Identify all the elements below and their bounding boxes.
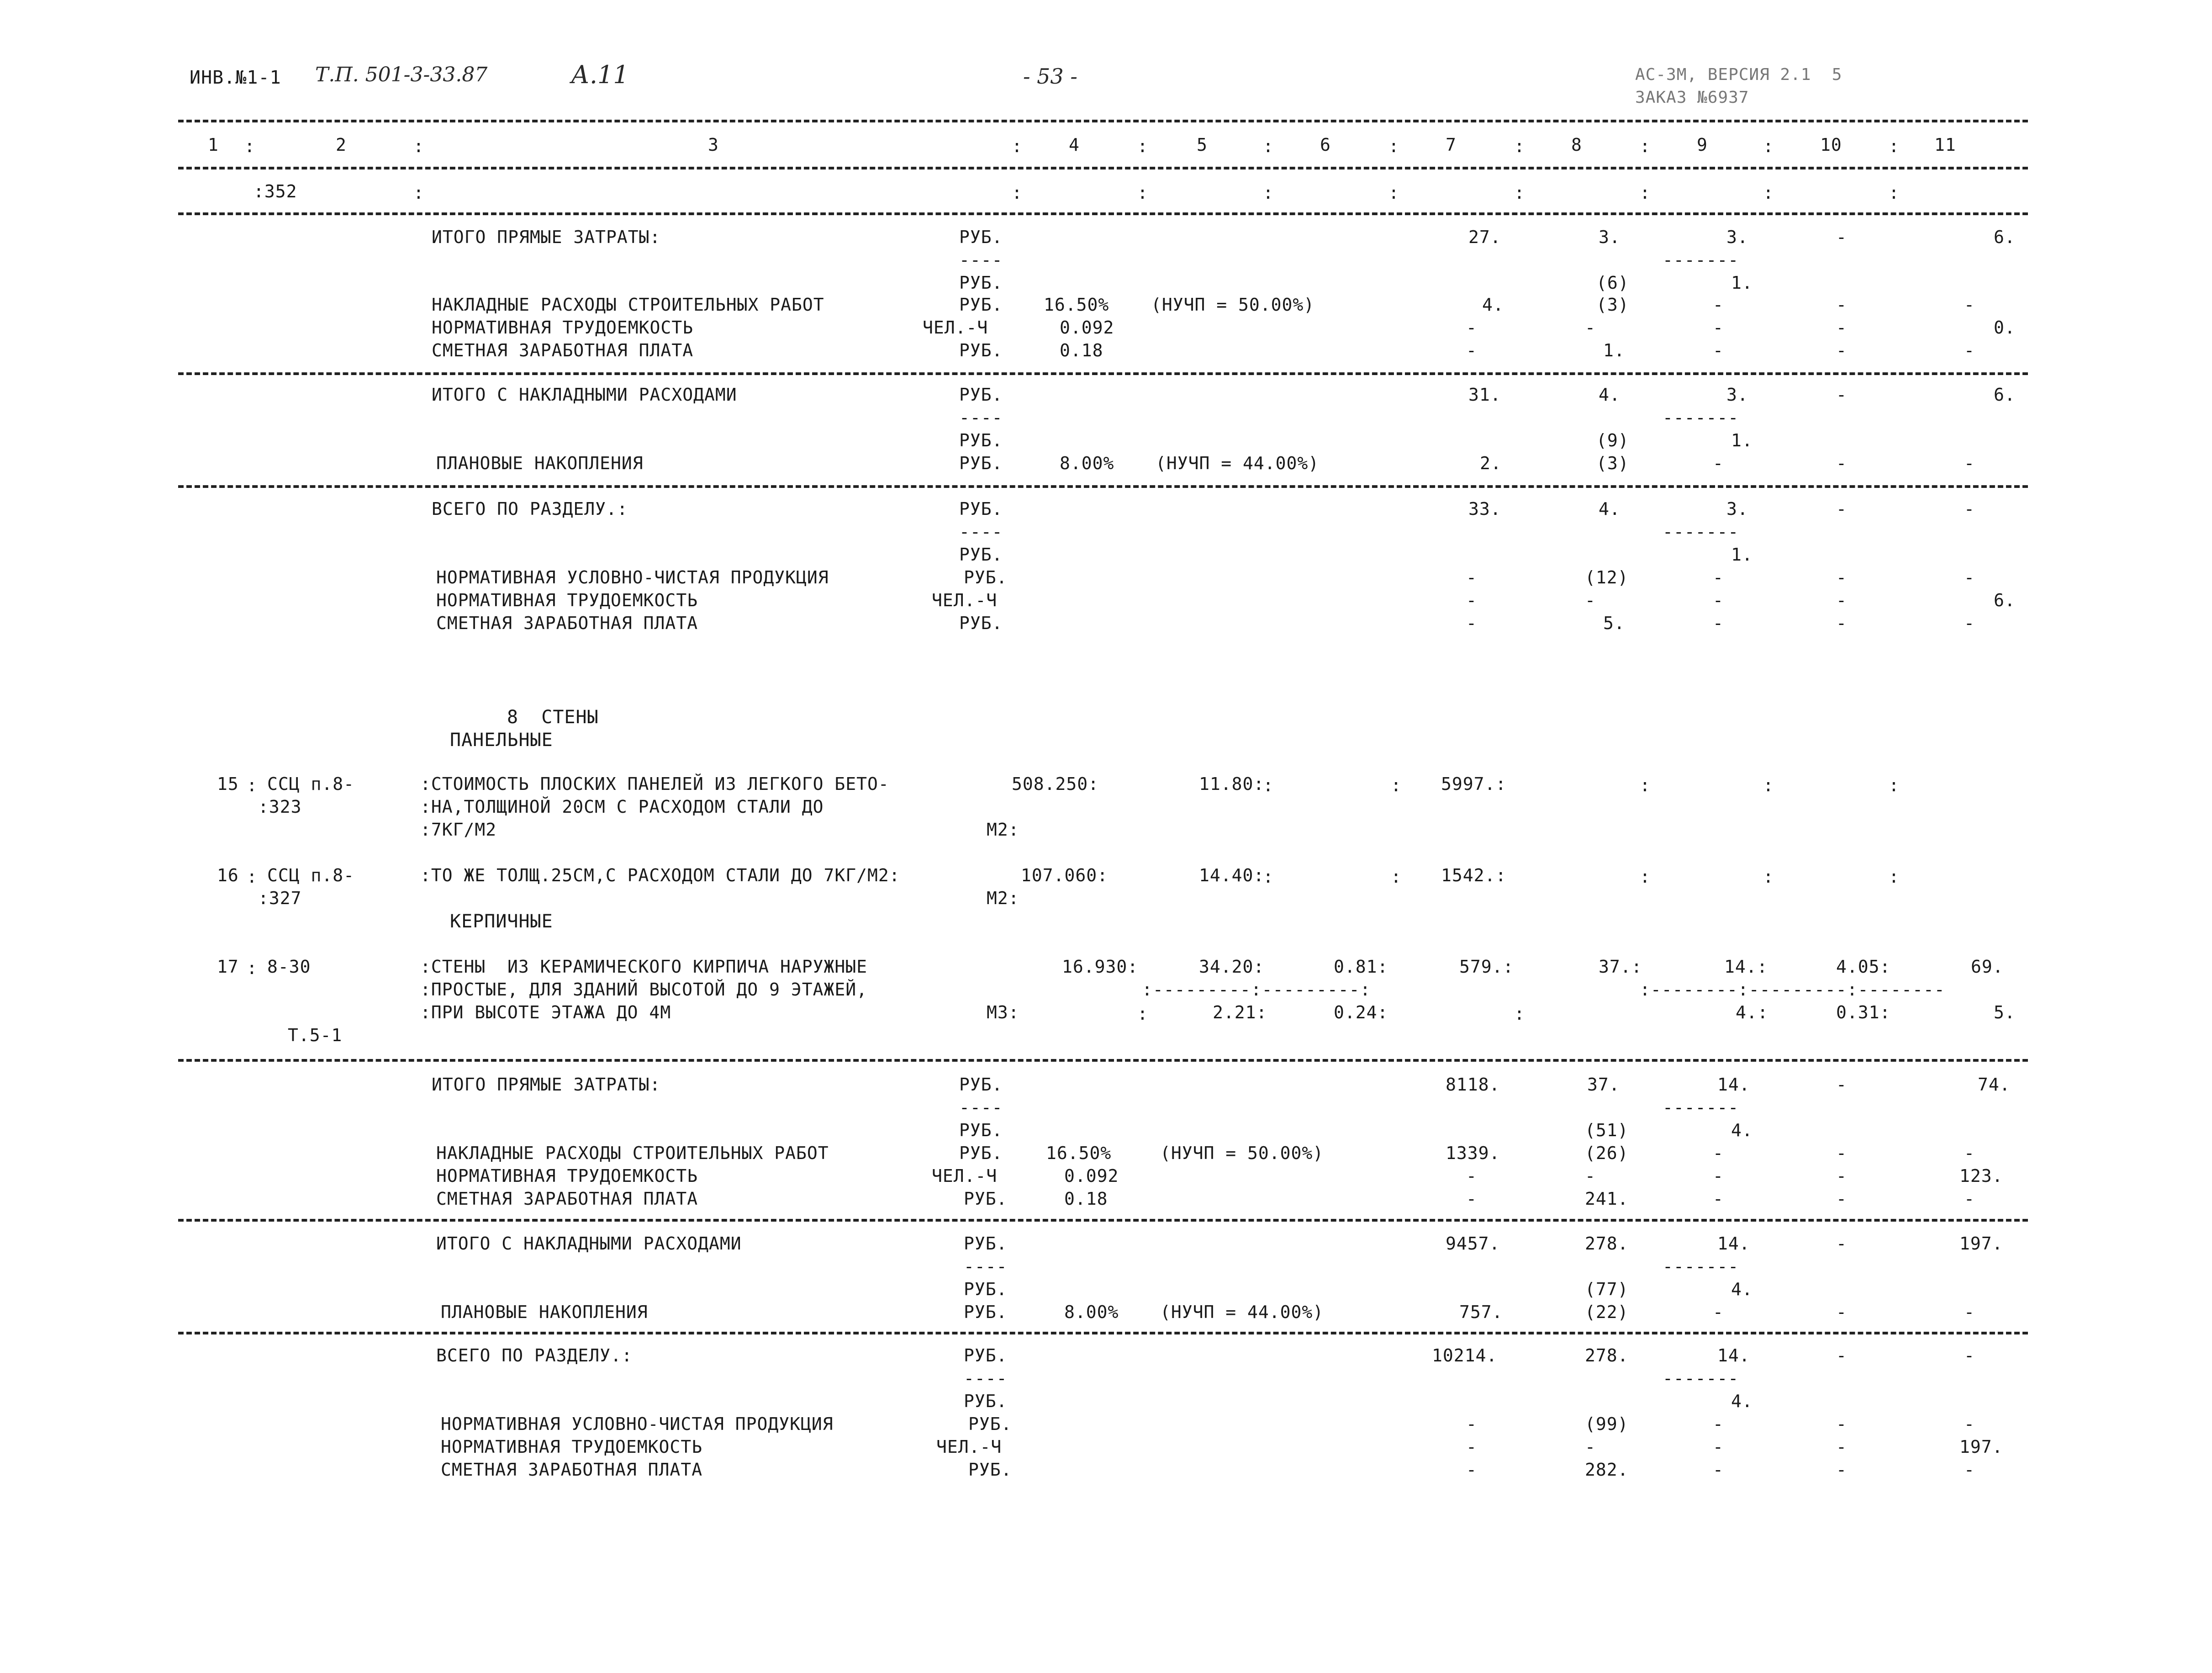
item-15-price: 11.80: [1199, 774, 1265, 794]
b1-tlabor-c8: - [1585, 590, 1596, 610]
b1-direct-c7: 27. [1468, 227, 1501, 247]
b2-direct-c9: 14. [1717, 1075, 1750, 1095]
b2-overhead-c10: - [1836, 1143, 1847, 1163]
b1-wage-c7: - [1466, 340, 1477, 360]
b1-wage-c9: - [1713, 340, 1724, 360]
item-17-unit: М3: [987, 1002, 1019, 1022]
b1-plan-label: ПЛАНОВЫЕ НАКОПЛЕНИЯ [436, 453, 644, 473]
b1-twage-c10: - [1836, 613, 1847, 633]
col-num-10: 10 [1820, 135, 1842, 155]
item-17-subline-dashes-b: :--------:---------:-------- [1640, 979, 1945, 1000]
b1-total-c11: - [1964, 499, 1975, 519]
item-15-desc-1: :СТОИМОСТЬ ПЛОСКИХ ПАНЕЛЕЙ ИЗ ЛЕГКОГО БЕТО- [420, 774, 889, 794]
b1-total-c9-underline: ------- [1663, 522, 1739, 542]
item-17-c9: 14.: [1724, 957, 1768, 977]
b2-overhead-c7: 1339. [1446, 1143, 1500, 1163]
item-16-price: 14.40: [1199, 865, 1265, 885]
section-ref: :352 [253, 181, 297, 201]
b1-plan-note: (НУЧП = 44.00%) [1156, 453, 1320, 473]
b2-direct-unit: РУБ. [959, 1075, 1003, 1095]
item-17-c6: 0.81: [1334, 957, 1388, 977]
item-16-unit: М2: [987, 888, 1019, 908]
order-number: ЗАКАЗ №6937 [1635, 88, 1749, 107]
b2-tlabor-c10: - [1836, 1437, 1847, 1457]
b2-ncp-c10: - [1836, 1414, 1847, 1434]
b2-direct-c10: - [1836, 1075, 1847, 1095]
col-num-5: 5 [1197, 135, 1208, 155]
b2-wage-c9: - [1713, 1189, 1724, 1209]
b2-overhead-c8: (26) [1585, 1143, 1629, 1163]
b1-direct-underline: ---- [959, 250, 1003, 270]
b1-plan-unit: РУБ. [959, 453, 1003, 473]
b2-total-sub-c9: 4. [1731, 1391, 1753, 1411]
section-8-brick-subtitle: КЕРПИЧНЫЕ [450, 911, 553, 932]
item-17-code-2: Т.5-1 [288, 1025, 343, 1045]
b1-twage-c7: - [1466, 613, 1477, 633]
b1-wo-c8: 4. [1599, 385, 1621, 405]
b1-direct-c9-underline: ------- [1663, 250, 1739, 270]
b2-tlabor-c7: - [1466, 1437, 1477, 1457]
b1-ncp-c7: - [1466, 567, 1477, 588]
b1-overhead-c8: (3) [1596, 295, 1629, 315]
b1-sub-unit: РУБ. [959, 273, 1003, 293]
b2-overhead-rate: 16.50% [1046, 1143, 1112, 1163]
b2-wage-rate: 0.18 [1064, 1189, 1108, 1209]
b2-twage-c8: 282. [1585, 1460, 1629, 1480]
b2-wo-sub-unit: РУБ. [964, 1279, 1008, 1299]
b1-wage-rate: 0.18 [1060, 340, 1103, 360]
b1-total-label: ВСЕГО ПО РАЗДЕЛУ.: [432, 499, 628, 519]
b2-twage-c11: - [1964, 1460, 1975, 1480]
b2-plan-label: ПЛАНОВЫЕ НАКОПЛЕНИЯ [441, 1302, 648, 1322]
b1-total-c10: - [1836, 499, 1847, 519]
b1-labor-unit: ЧЕЛ.-Ч [923, 318, 988, 338]
b2-twage-c9: - [1713, 1460, 1724, 1480]
b1-overhead-c11: - [1964, 295, 1975, 315]
item-17-desc-1: :СТЕНЫ ИЗ КЕРАМИЧЕСКОГО КИРПИЧА НАРУЖНЫЕ [420, 957, 867, 977]
b2-twage-unit: РУБ. [968, 1460, 1012, 1480]
b1-direct-c8: 3. [1599, 227, 1621, 247]
item-15-total: 5997.: [1441, 774, 1507, 794]
b2-wo-unit: РУБ. [964, 1234, 1008, 1254]
item-17-c8: 37.: [1599, 957, 1642, 977]
item-16-qty: 107.060: [1021, 865, 1109, 885]
b1-direct-unit: РУБ. [959, 227, 1003, 247]
b2-direct-c11: 74. [1978, 1075, 2011, 1095]
b1-wo-underline: ---- [959, 408, 1003, 428]
b1-total-sub-c9: 1. [1731, 545, 1753, 565]
b2-twage-label: СМЕТНАЯ ЗАРАБОТНАЯ ПЛАТА [441, 1460, 703, 1480]
item-17-price-2: 2.21: [1213, 1002, 1267, 1022]
b1-total-c7: 33. [1468, 499, 1501, 519]
b1-wo-sub-unit: РУБ. [959, 430, 1003, 450]
sheet-code: А.11 [571, 60, 629, 89]
col-num-8: 8 [1571, 135, 1582, 155]
b2-labor-rate: 0.092 [1064, 1166, 1119, 1186]
b2-ncp-label: НОРМАТИВНАЯ УСЛОВНО-ЧИСТАЯ ПРОДУКЦИЯ [441, 1414, 834, 1434]
b1-wo-unit: РУБ. [959, 385, 1003, 405]
item-17-code: 8-30 [267, 957, 311, 977]
item-17-qty: 16.930: [1062, 957, 1139, 977]
b1-rule-2 [178, 485, 2028, 488]
b1-overhead-c9: - [1713, 295, 1724, 315]
item-15-desc-2: :НА,ТОЛЩИНОЙ 20СМ С РАСХОДОМ СТАЛИ ДО [420, 797, 824, 817]
header-rule-bottom [178, 212, 2028, 215]
b1-overhead-label: НАКЛАДНЫЕ РАСХОДЫ СТРОИТЕЛЬНЫХ РАБОТ [432, 295, 824, 315]
b1-tlabor-c10: - [1836, 590, 1847, 610]
b1-direct-c11: 6. [1994, 227, 2016, 247]
b2-tlabor-c8: - [1585, 1437, 1596, 1457]
b2-ncp-c9: - [1713, 1414, 1724, 1434]
b1-rule-1 [178, 372, 2028, 375]
b2-twage-c7: - [1466, 1460, 1477, 1480]
b2-total-sub-unit: РУБ. [964, 1391, 1008, 1411]
b1-overhead-note: (НУЧП = 50.00%) [1151, 295, 1315, 315]
b2-tlabor-unit: ЧЕЛ.-Ч [936, 1437, 1002, 1457]
b1-wo-c9: 3. [1726, 385, 1748, 405]
b2-plan-rate: 8.00% [1064, 1302, 1119, 1322]
b2-plan-c10: - [1836, 1302, 1847, 1322]
item-17-subline-dashes-a: :---------:---------: [1142, 979, 1371, 1000]
b1-total-c8: 4. [1599, 499, 1621, 519]
b1-ncp-c9: - [1713, 567, 1724, 588]
b2-wo-c7: 9457. [1446, 1234, 1500, 1254]
b1-plan-c11: - [1964, 453, 1975, 473]
item-15-unit: М2: [987, 820, 1019, 840]
b2-sub-unit: РУБ. [959, 1120, 1003, 1140]
b2-direct-underline: ---- [959, 1097, 1003, 1117]
b1-direct-c9: 3. [1726, 227, 1748, 247]
item-17-number: 17 [217, 957, 239, 977]
item-17-total: 579.: [1459, 957, 1514, 977]
b1-wage-c11: - [1964, 340, 1975, 360]
item-16-number: 16 [217, 865, 239, 885]
b2-total-c9-underline: ------- [1663, 1368, 1739, 1388]
b2-wage-c10: - [1836, 1189, 1847, 1209]
col-num-1: 1 [208, 135, 219, 155]
item-15-qty: 508.250: [1012, 774, 1099, 794]
b2-ncp-c11: - [1964, 1414, 1975, 1434]
b2-ncp-unit: РУБ. [968, 1414, 1012, 1434]
b2-plan-c8: (22) [1585, 1302, 1629, 1322]
b2-wo-sub-c8: (77) [1585, 1279, 1629, 1299]
item-17-price: 34.20: [1199, 957, 1265, 977]
b2-sub-c9: 4. [1731, 1120, 1753, 1140]
col-num-11: 11 [1934, 135, 1956, 155]
page-number: - 53 - [1023, 64, 1077, 89]
b1-wo-sub-c8: (9) [1596, 430, 1629, 450]
program-version: АС-3М, ВЕРСИЯ 2.1 5 [1635, 65, 1842, 84]
b1-wage-unit: РУБ. [959, 340, 1003, 360]
b1-wo-c9-underline: ------- [1663, 408, 1739, 428]
item-15-number: 15 [217, 774, 239, 794]
b1-sub-c9: 1. [1731, 273, 1753, 293]
b1-direct-c10: - [1836, 227, 1847, 247]
b2-labor-unit: ЧЕЛ.-Ч [932, 1166, 998, 1186]
b1-twage-label: СМЕТНАЯ ЗАРАБОТНАЯ ПЛАТА [436, 613, 698, 633]
b1-tlabor-label: НОРМАТИВНАЯ ТРУДОЕМКОСТЬ [436, 590, 698, 610]
b2-rule-0 [178, 1059, 2028, 1062]
col-num-4: 4 [1069, 135, 1080, 155]
b1-wo-label: ИТОГО С НАКЛАДНЫМИ РАСХОДАМИ [432, 385, 737, 405]
b2-wage-c7: - [1466, 1189, 1477, 1209]
b1-labor-label: НОРМАТИВНАЯ ТРУДОЕМКОСТЬ [432, 318, 694, 338]
b2-total-c10: - [1836, 1345, 1847, 1366]
item-15-code-2: :323 [258, 797, 302, 817]
b2-wo-c9: 14. [1717, 1234, 1750, 1254]
b2-tlabor-c11: 197. [1959, 1437, 2003, 1457]
b2-tlabor-label: НОРМАТИВНАЯ ТРУДОЕМКОСТЬ [441, 1437, 703, 1457]
header-rule-middle [178, 167, 2028, 169]
item-17-c11: 69. [1971, 957, 2004, 977]
b2-total-c7: 10214. [1432, 1345, 1498, 1366]
estimate-sheet: ИНВ.№1-1 Т.П. 501-3-33.87 А.11 - 53 - АС-3М, ВЕРСИЯ 2.1 5 ЗАКАЗ №6937 1 2 3 4 5 6 7 8 9 10 11 : : : : : : : : : : :352 : : : : : : : : : ИТОГО ПРЯМЫЕ ЗАТРАТЫ: РУБ. 27. 3. 3. - 6. ---- ------- РУБ. (6) 1. НАКЛАДНЫЕ РАСХОДЫ СТРОИТЕЛЬНЫХ РАБОТ РУБ. 16.50% (НУЧП = 50.00%) 4. (3) - - - НОРМАТИВНАЯ ТРУДОЕМКОСТЬ ЧЕЛ.-Ч 0.092 - - - - 0. СМЕТНАЯ ЗАРАБОТНАЯ ПЛАТА РУБ. 0.18 - 1. - - - ИТОГО С НАКЛАДНЫМИ РАСХОДАМИ РУБ. 31. 4. 3. - 6. ---- ------- РУБ. (9) 1. ПЛАНОВЫЕ НАКОПЛЕНИЯ РУБ. 8.00% (НУЧП = 44.00%) 2. (3) - - - ВСЕГО ПО РАЗДЕЛУ.: РУБ. 33. 4. 3. - - ---- ------- РУБ. 1. НОРМАТИВНАЯ УСЛОВНО-ЧИСТАЯ ПРОДУКЦИЯ РУБ. - (12) - - - НОРМАТИВНАЯ ТРУДОЕМКОСТЬ ЧЕЛ.-Ч - - - - 6. СМЕТНАЯ ЗАРАБОТНАЯ ПЛАТА РУБ. - 5. - - - 8 СТЕНЫ ПАНЕЛЬНЫЕ 15 : ССЦ п.8- :323 :СТОИМОСТЬ ПЛОСКИХ ПАНЕЛЕЙ ИЗ ЛЕГКОГО БЕТО- :НА,ТОЛЩИНОЙ 20СМ С РАСХОДОМ СТАЛИ ДО :7КГ/М2 М2: 508.250: 11.80: 5997.: : : : : : 16 : ССЦ п.8- :327 :ТО ЖЕ ТОЛЩ.25СМ,С РАСХОДОМ СТАЛИ ДО 7КГ/М2: М2: 107.060: 14.40: 1542.: : : : : : КЕРПИЧНЫЕ 17 : 8-30 Т.5-1 :СТЕНЫ ИЗ КЕРАМИЧЕСКОГО КИРПИЧА НАРУЖНЫЕ :ПРОСТЫЕ, ДЛЯ ЗДАНИЙ ВЫСОТОЙ ДО 9 ЭТАЖЕЙ, :ПРИ ВЫСОТЕ ЭТАЖА ДО 4М М3: 16.930: 34.20: 0.81: 579.: 37.: 14.: 4.05: 69. :---------:---------: :--------:---------:-------- 2.21: 0.24: 4.: 0.31: 5. : : ИТОГО ПРЯМЫЕ ЗАТРАТЫ: РУБ. 8118. 37. 14. - 74. ---- ------- РУБ. (51) 4. НАКЛАДНЫЕ РАСХОДЫ СТРОИТЕЛЬНЫХ РАБОТ РУБ. 16.50% (НУЧП = 50.00%) 1339. (26) - - - НОРМАТИВНАЯ ТРУДОЕМКОСТЬ ЧЕЛ.-Ч 0.092 - - - - 123. СМЕТНАЯ ЗАРАБОТНАЯ ПЛАТА РУБ. 0.18 - 241. - - - ИТОГО С НАКЛАДНЫМИ РАСХОДАМИ РУБ. 9457. 278. 14. - 197. ---- ------- РУБ. (77) 4. ПЛАНОВЫЕ НАКОПЛЕНИЯ РУБ. 8.00% (НУЧП = 44.00%) 757. (22) - - - ВСЕГО ПО РАЗДЕЛУ.: РУБ. 10214. 278. 14. - - ---- ------- РУБ. 4. НОРМАТИВНАЯ УСЛОВНО-ЧИСТАЯ ПРОДУКЦИЯ РУБ. - (99) - - - НОРМАТИВНАЯ ТРУДОЕМКОСТЬ ЧЕЛ.-Ч - - - - 197. СМЕТНАЯ ЗАРАБОТНАЯ ПЛАТА РУБ. - 282. - - - [0, 0, 2212, 1673]
b1-wage-label: СМЕТНАЯ ЗАРАБОТНАЯ ПЛАТА [432, 340, 694, 360]
item-16-total: 1542.: [1441, 865, 1507, 885]
b2-ncp-c7: - [1466, 1414, 1477, 1434]
item-17-c9-b: 4.: [1736, 1002, 1769, 1022]
b2-tlabor-c9: - [1713, 1437, 1724, 1457]
b1-tlabor-c11: 6. [1994, 590, 2016, 610]
b2-plan-note: (НУЧП = 44.00%) [1160, 1302, 1324, 1322]
b1-overhead-unit: РУБ. [959, 295, 1003, 315]
col-num-6: 6 [1320, 135, 1331, 155]
b2-labor-c7: - [1466, 1166, 1477, 1186]
item-17-desc-2: :ПРОСТЫЕ, ДЛЯ ЗДАНИЙ ВЫСОТОЙ ДО 9 ЭТАЖЕЙ, [420, 979, 867, 1000]
b1-wage-c10: - [1836, 340, 1847, 360]
b2-wo-label: ИТОГО С НАКЛАДНЫМИ РАСХОДАМИ [436, 1234, 742, 1254]
b2-labor-c8: - [1585, 1166, 1596, 1186]
b2-overhead-label: НАКЛАДНЫЕ РАСХОДЫ СТРОИТЕЛЬНЫХ РАБОТ [436, 1143, 829, 1163]
b2-total-c9: 14. [1717, 1345, 1750, 1366]
b2-overhead-c11: - [1964, 1143, 1975, 1163]
item-16-code-2: :327 [258, 888, 302, 908]
b1-ncp-c10: - [1836, 567, 1847, 588]
section-8-panel-subtitle: ПАНЕЛЬНЫЕ [450, 730, 553, 751]
b2-overhead-note: (НУЧП = 50.00%) [1160, 1143, 1324, 1163]
b1-plan-c10: - [1836, 453, 1847, 473]
b1-tlabor-unit: ЧЕЛ.-Ч [932, 590, 998, 610]
b2-direct-c7: 8118. [1446, 1075, 1500, 1095]
item-17-c6-b: 0.24: [1334, 1002, 1388, 1022]
b2-labor-c11: 123. [1959, 1166, 2003, 1186]
b1-twage-c9: - [1713, 613, 1724, 633]
tp-handwritten-number: Т.П. 501-3-33.87 [315, 63, 488, 86]
b1-ncp-c11: - [1964, 567, 1975, 588]
item-15-desc-3: :7КГ/М2 [420, 820, 497, 840]
b2-plan-c9: - [1713, 1302, 1724, 1322]
b2-wo-c11: 197. [1959, 1234, 2003, 1254]
b2-plan-unit: РУБ. [964, 1302, 1008, 1322]
b1-labor-rate: 0.092 [1060, 318, 1114, 338]
b1-wage-c8: 1. [1603, 340, 1625, 360]
b2-labor-c9: - [1713, 1166, 1724, 1186]
b2-wo-c10: - [1836, 1234, 1847, 1254]
b2-wo-sub-c9: 4. [1731, 1279, 1753, 1299]
b1-plan-c8: (3) [1596, 453, 1629, 473]
b2-wage-label: СМЕТНАЯ ЗАРАБОТНАЯ ПЛАТА [436, 1189, 698, 1209]
b2-total-c8: 278. [1585, 1345, 1629, 1366]
b1-twage-c11: - [1964, 613, 1975, 633]
item-17-desc-3: :ПРИ ВЫСОТЕ ЭТАЖА ДО 4М [420, 1002, 671, 1022]
b1-labor-c8: - [1585, 318, 1596, 338]
b1-twage-c8: 5. [1603, 613, 1625, 633]
b1-tlabor-c7: - [1466, 590, 1477, 610]
col-num-3: 3 [708, 135, 719, 155]
b2-wage-c11: - [1964, 1189, 1975, 1209]
b1-labor-c10: - [1836, 318, 1847, 338]
b1-total-c9: 3. [1726, 499, 1748, 519]
section-8-title: 8 СТЕНЫ [507, 707, 599, 728]
b1-plan-c9: - [1713, 453, 1724, 473]
b1-labor-c9: - [1713, 318, 1724, 338]
b1-wo-c10: - [1836, 385, 1847, 405]
b1-overhead-c7: 4. [1482, 295, 1504, 315]
b2-overhead-c9: - [1713, 1143, 1724, 1163]
b2-overhead-unit: РУБ. [959, 1143, 1003, 1163]
b2-total-underline: ---- [964, 1368, 1008, 1388]
item-17-c10: 4.05: [1836, 957, 1891, 977]
item-17-c11-b: 5. [1994, 1002, 2016, 1022]
b2-direct-c8: 37. [1587, 1075, 1620, 1095]
b1-ncp-label: НОРМАТИВНАЯ УСЛОВНО-ЧИСТАЯ ПРОДУКЦИЯ [436, 567, 829, 588]
b1-total-sub-unit: РУБ. [959, 545, 1003, 565]
b2-total-c11: - [1964, 1345, 1975, 1366]
b2-rule-2 [178, 1332, 2028, 1334]
b2-labor-c10: - [1836, 1166, 1847, 1186]
b2-direct-c9-underline: ------- [1663, 1097, 1739, 1117]
b1-wo-c7: 31. [1468, 385, 1501, 405]
b2-direct-label: ИТОГО ПРЯМЫЕ ЗАТРАТЫ: [432, 1075, 661, 1095]
b1-overhead-c10: - [1836, 295, 1847, 315]
b2-rule-1 [178, 1219, 2028, 1222]
b2-total-label: ВСЕГО ПО РАЗДЕЛУ.: [436, 1345, 633, 1366]
b2-sub-c8: (51) [1585, 1120, 1629, 1140]
b2-wage-c8: 241. [1585, 1189, 1629, 1209]
b1-plan-rate: 8.00% [1060, 453, 1114, 473]
item-16-code: ССЦ п.8- [267, 865, 355, 885]
b1-overhead-rate: 16.50% [1044, 295, 1109, 315]
b1-ncp-c8: (12) [1585, 567, 1629, 588]
header-rule-top [178, 120, 2028, 122]
b2-wage-unit: РУБ. [964, 1189, 1008, 1209]
b1-wo-c11: 6. [1994, 385, 2016, 405]
item-15-code: ССЦ п.8- [267, 774, 355, 794]
b1-sub-c8: (6) [1596, 273, 1629, 293]
b1-wo-sub-c9: 1. [1731, 430, 1753, 450]
b2-wo-c8: 278. [1585, 1234, 1629, 1254]
b1-tlabor-c9: - [1713, 590, 1724, 610]
b2-wo-c9-underline: ------- [1663, 1256, 1739, 1276]
b1-labor-c7: - [1466, 318, 1477, 338]
item-16-desc-1: :ТО ЖЕ ТОЛЩ.25СМ,С РАСХОДОМ СТАЛИ ДО 7КГ/М2: [420, 865, 900, 885]
b1-ncp-unit: РУБ. [964, 567, 1008, 588]
col-num-9: 9 [1697, 135, 1708, 155]
b2-labor-label: НОРМАТИВНАЯ ТРУДОЕМКОСТЬ [436, 1166, 698, 1186]
col-num-2: 2 [336, 135, 347, 155]
b1-total-underline: ---- [959, 522, 1003, 542]
b1-twage-unit: РУБ. [959, 613, 1003, 633]
b1-direct-label: ИТОГО ПРЯМЫЕ ЗАТРАТЫ: [432, 227, 661, 247]
b2-twage-c10: - [1836, 1460, 1847, 1480]
inventory-number: ИНВ.№1-1 [190, 67, 281, 88]
b1-plan-c7: 2. [1480, 453, 1502, 473]
b2-total-unit: РУБ. [964, 1345, 1008, 1366]
b2-plan-c7: 757. [1459, 1302, 1503, 1322]
col-num-7: 7 [1446, 135, 1457, 155]
b2-plan-c11: - [1964, 1302, 1975, 1322]
b1-total-unit: РУБ. [959, 499, 1003, 519]
b1-labor-c11: 0. [1994, 318, 2016, 338]
b2-ncp-c8: (99) [1585, 1414, 1629, 1434]
b2-wo-underline: ---- [964, 1256, 1008, 1276]
item-17-c10-b: 0.31: [1836, 1002, 1891, 1022]
